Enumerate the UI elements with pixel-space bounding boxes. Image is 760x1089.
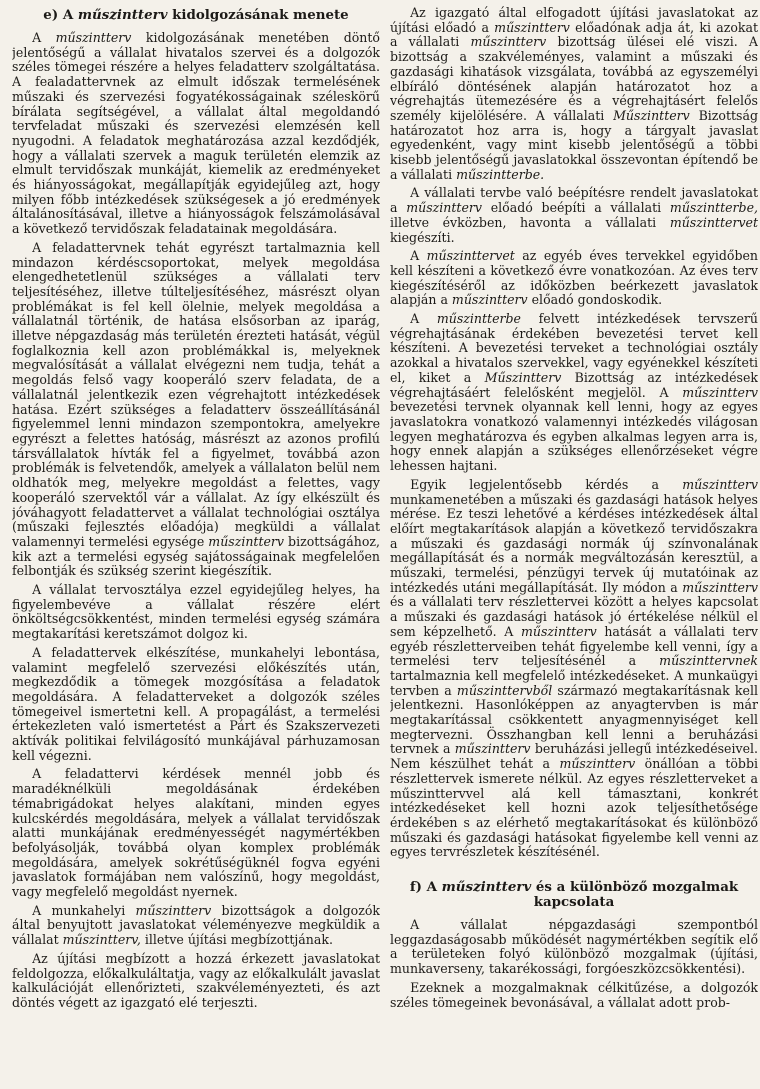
section-heading-f (390, 880, 758, 910)
paragraph: A műszintterbe felvett intézkedések tervszerű végrehajtásának érdekében bevezetési tervet kell készíteni. A bevezetési terveket a technológiai osztály azokkal a hivatalos szervekkel, vagy egyénekkel készíteti el, kiket a Műszintterv Bizottság az intézkedések végrehajtásáért felelősként megjelöl. A műszintterv bevezetési tervnek olyannak kell lenni, hogy az egyes javaslatokra vonatkozó valamennyi intézkedés világosan legyen meghatározva és egyben alkalmas legyen arra is, hogy ennek alapján a szükséges ellenőrzéseket végre lehessen hajtani. (390, 311, 758, 474)
term-emphasis: műszintterv, (62, 932, 141, 948)
term-emphasis: műszintterv (520, 623, 597, 639)
right-paragraphs-after (390, 918, 758, 1010)
term-emphasis: műszintterv (135, 902, 212, 918)
term-emphasis: Műszintterv (484, 369, 562, 385)
left-column (12, 6, 380, 1089)
paragraph: A vállalat népgazdasági szempontból leggazdaságosabb működését nagymértékben segítik elő a területeken folyó különböző mozgalmak (újítási, munkaverseny, takarékossági, forgóeszközcsökkentési). (390, 917, 758, 977)
term-emphasis: műszinttervet (669, 214, 758, 230)
paragraph: A feladattervnek tehát egyrészt tartalmaznia kell mindazon kérdéscsoportokat, melyek megoldása elengedhetetlenül szükséges a vállalati terv teljesítéséhez, illetve túlteljesítéséhez, másrészt olyan problémákat is fel kell ölelnie, melyek megoldása a vállalatnál történik, de hatása elsősorban az iparág, illetve népgazdaság más területén érezteti hatását, végül foglalkoznia kell azon problémákkal is, melyeknek megvalósítását a vállalat elvégezni nem tudja, tehát a megoldás felső vagy kooperáló szerv feladata, de a vállalatnál jelentkezik ezen végrehajtott intézkedések hatása. Ezért szükséges a feladatterv összeállításánál figyelemmel lenni mindazon szempontokra, amelyekre egyrészt a felettes hatóság, másrészt az azonos profilú társvállalatok hívták fel a figyelmet, továbbá azon problémák is felvetendők, amelyek a vállalaton belül nem oldhatók meg, melyekre megoldást a felettes, vagy kooperáló szervektől vár a vállalat. Az így elkészült és jóváhagyott feladattervet a vállalat technológiai osztálya (műszaki fejlesztés előadója) megküldi a vállalat valamennyi termelési egysége műszintterv bizottságához, kik azt a termelési egység sajátosságainak megfelelően felbontják és szükség szerint kiegészítik. (12, 239, 380, 579)
term-emphasis: műszintterv (470, 34, 547, 50)
term-emphasis: műszintterv (406, 200, 482, 216)
term-emphasis: műszintterv (55, 30, 132, 45)
heading2-rest: és a különböző mozgalmak kapcsolata (531, 879, 739, 911)
term-emphasis: műszinttervet (426, 248, 515, 264)
heading-term: műszintterv (77, 7, 168, 23)
paragraph: Ezeknek a mozgalmaknak célkitűzése, a dolgozók széles tömegeinek bevonásával, a vállalat adott prob- (390, 979, 758, 1010)
term-emphasis: műszintterbe (436, 311, 521, 327)
paragraph: Az újítási megbízott a hozzá érkezett javaslatokat feldolgozza, előkalkuláltatja, vagy az előkalkulált javaslat kalkulációját ellenőrizteti, szakvéleményezteti, és azt döntés végett az igazgató elé terjeszti. (12, 950, 380, 1010)
section-gap (390, 864, 758, 880)
heading-prefix: e) A (43, 7, 78, 23)
paragraph: A feladattervi kérdések mennél jobb és maradéknélküli megoldásának érdekében témabrigádokat helyes alakítani, minden egyes kulcskérdés megoldására, melyek a vállalat tervidőszak alatti munkájának eredményességét nagymértékben befolyásolják, továbbá olyan komplex problémák megoldására, amelyek sokrétűségüknél fogva egyéni javaslatok formájában nem valószínű, hogy megoldást, vagy megfelelő megoldást nyernek. (12, 766, 380, 900)
heading2-prefix: f) A (409, 879, 442, 896)
term-emphasis: műszintterv (682, 384, 758, 400)
paragraph: Az igazgató által elfogadott újítási javaslatokat az újítási előadó a műszintterv előadónak adja át, ki azokat a vállalati műszintterv bizottság ülései elé viszi. A bizottság a szakvéleményes, valamint a műszaki és gazdasági kihatások vizsgálata, továbbá az egyszemélyi elbíráló döntésének alapján határozatot hoz a végrehajtás ütemezésére és a végrehajtásért felelős személy kijelölésére. A vállalati Műszintterv Bizottság határozatot hoz arra is, hogy a tárgyalt javaslat egyedenként, vagy mint kisebb jelentőségű a többi kisebb jelentőségű javaslatokkal összevontan építendő be a vállalati műszintterbe. (390, 6, 758, 182)
heading-rest: kidolgozásának menete (167, 7, 349, 23)
term-emphasis: műszintterv (454, 741, 531, 757)
left-paragraphs (12, 31, 380, 1011)
term-emphasis: műszintterv (451, 292, 528, 308)
term-emphasis: műszintterv (494, 19, 570, 35)
term-emphasis: Műszintterv (613, 107, 690, 123)
paragraph: A feladattervek elkészítése, munkahelyi lebontása, valamint megfelelő szervezési előkészítés után, megkezdődik a tömegek mozgósítása a feladatok megoldására. A feladatterveket a dolgozók széles tömegeivel ismertetni kell. A propagálást, a termelési értekezleten való ismertetést a Párt és Szakszervezeti aktívák politikai felvilágosító munkájával párhuzamosan kell végezni. (12, 644, 380, 763)
paragraph: A műszinttervet az egyéb éves tervekkel egyidőben kell készíteni a következő évre vonatkozóan. Az éves terv kiegészítéséről az időközben beérkezett javaslatok alapján a műszintterv előadó gondoskodik. (390, 248, 758, 308)
term-emphasis: műszintterv (208, 533, 285, 549)
paragraph: A műszintterv kidolgozásának menetében döntő jelentőségű a vállalat hivatalos szervei és a dolgozók széles tömegei részére a helyes feladatterv szolgáltatása. A fealadattervnek az elmult időszak termelésének műszaki és szervezési fogyatékosságainak széleskörű bírálata segítségével, a vállalat által megoldandó tervfeladat műszaki és szervezési elemzésén kell nyugodni. A feladatok meghatározása azzal kezdődjék, hogy a vállalati szervek a maguk területén elemzik az elmult tervidőszak munkáját, kiemelik az eredményeket és hiányosságokat, megállapítják egyidejűleg azt, hogy milyen főbb intézkedések szükségesek a jó eredmények általánosításával, illetve a hiányosságok felszámolásával a következő tervidőszak feladatainak megoldására. (12, 30, 380, 237)
right-paragraphs-before (390, 6, 758, 860)
paragraph: A munkahelyi műszintterv bizottságok a dolgozók által benyujtott javaslatokat véleményezve megküldik a vállalat műszintterv, illetve újítási megbízottjának. (12, 902, 380, 948)
term-emphasis: műszinttervből (456, 682, 553, 698)
term-emphasis: műszintterbe. (456, 166, 545, 182)
paragraph: A vállalati tervbe való beépítésre rendelt javaslatokat a műszintterv előadó beépíti a vállalati műszintterbe, illetve évközben, havonta a vállalati műszinttervet kiegészíti. (390, 185, 758, 245)
term-emphasis: műszintterv (682, 476, 758, 492)
section-heading-e (12, 8, 380, 23)
term-emphasis: műszintterv (559, 756, 636, 772)
right-column (390, 6, 758, 1089)
heading2-term: műszintterv (441, 879, 532, 896)
term-emphasis: műszintterbe, (669, 200, 758, 216)
paragraph: A vállalat tervosztálya ezzel egyidejűleg helyes, ha figyelembevéve a vállalat részére elért önköltségcsökkentést, minden termelési egység számára megtakarítási keretszámot dolgoz ki. (12, 582, 380, 642)
term-emphasis: műszinttervnek (659, 653, 758, 669)
paragraph: Egyik legjelentősebb kérdés a műszintterv munkamenetében a műszaki és gazdasági hatások helyes mérése. Ez teszi lehetővé a kérdéses intézkedések által előírt megtakarítások alapján a következő tervidőszakra a műszaki és gazdasági normák új színvonalának megállapítását és a normák megváltozásán keresztül, a műszaki, termelési, pénzügyi tervek új mutatóinak az intézkedés utáni megállapítását. Ily módon a műszintterv és a vállalati terv részlettervei között a helyes kapcsolat a műszaki és gazdasági hatások jó értékelése nélkül el sem képzelhető. A műszintterv hatását a vállalati terv egyéb részletterveiben tehát figyelembe kell venni, így a termelési terv teljesítésénél a műszinttervnek tartalmaznia kell megfelelő intézkedéseket. A munkaügyi tervben a műszinttervből származó megtakarításnak kell jelentkezni. Hasonlóképpen az anyagtervben is már megtakarítással csökkentett anyagmennyiséget kell megtervezni. Összhangban kell lenni a beruházási tervnek a műszintterv beruházási jellegű intézkedéseivel. Nem készülhet tehát a műszintterv önállóan a többi részlettervek ismerete nélkül. Az egyes részletterveket a műszinttervvel alá kell támasztani, konkrét intézkedéseket kell hozni azok teljesíthetősége érdekében s az elérhető megtakarításokat és különböző műszaki és gazdasági hatásokat figyelembe kell venni az egyes tervrészletek készítésénél. (390, 476, 758, 860)
term-emphasis: műszintterv (682, 579, 758, 595)
